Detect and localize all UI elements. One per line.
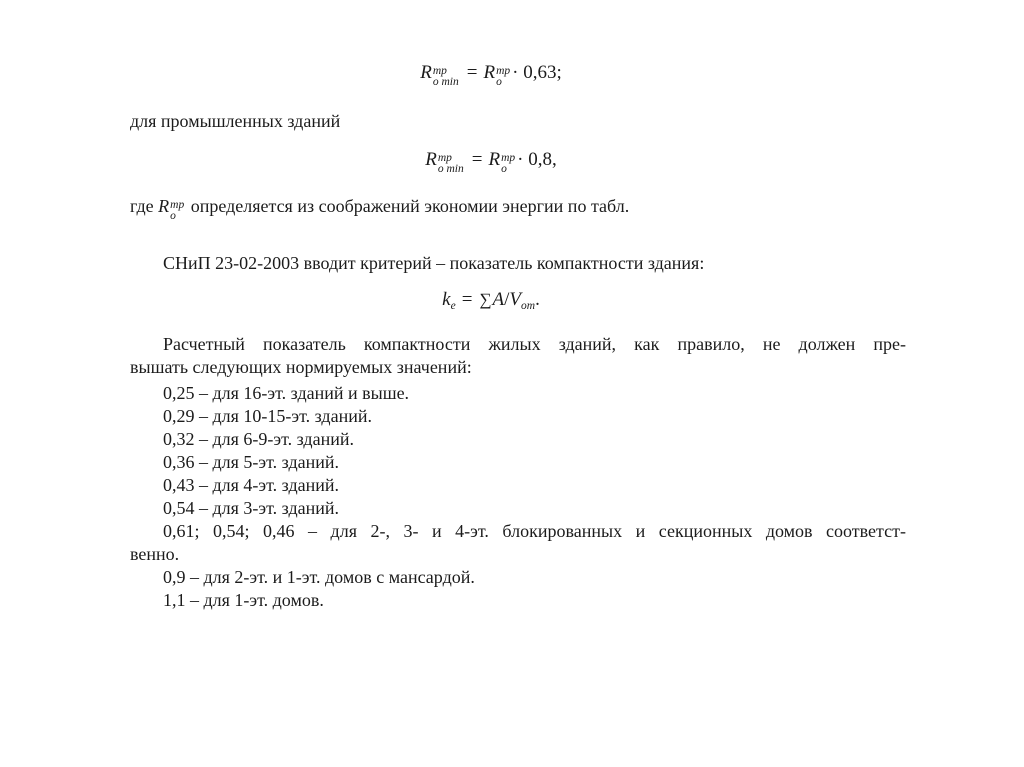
compactness-values-list [0, 382, 1024, 612]
formula-lhs-scripts [433, 66, 459, 88]
paragraph-calc-indicator-line1 [0, 333, 1024, 356]
formula-k-sub: е [450, 300, 456, 312]
list-item: 0,29 – для 10-15-эт. зданий. [163, 406, 372, 426]
formula-rhs-scripts [501, 153, 515, 175]
list-item-continuation: венно. [130, 544, 180, 564]
paragraph-where-definition [0, 195, 1024, 222]
paragraph-calc-indicator-line2 [0, 356, 1024, 379]
formula-lhs-sup: тр [432, 65, 447, 77]
list-item: 0,25 – для 16-эт. зданий и выше. [163, 383, 410, 403]
formula-rhs-sub: o [496, 76, 502, 88]
formula-area: A [492, 289, 505, 310]
equals-sign: = [466, 62, 478, 83]
formula-rhs-sup: тр [496, 65, 511, 77]
formula-lhs-scripts [438, 153, 464, 175]
sum-symbol: ∑ [479, 290, 492, 309]
formula-rhs-scripts [496, 66, 510, 88]
inline-formula-sup: тр [170, 199, 185, 211]
formula-r-required-063 [0, 0, 1024, 88]
paragraph-snip-criterion [0, 252, 1024, 275]
paragraph-text: вышать следующих нормируемых значений: [130, 357, 472, 377]
paragraph-text: СНиП 23-02-2003 вводит критерий – показатель компактности здания: [163, 253, 705, 273]
equals-sign: = [471, 149, 483, 170]
formula-lhs-base: R [420, 62, 432, 83]
list-item: 0,54 – для 3-эт. зданий. [163, 498, 339, 518]
formula-lhs-sup: тр [437, 152, 452, 164]
formula-end: . [535, 289, 540, 310]
formula-volume: V [509, 289, 522, 310]
paragraph-industrial-buildings [0, 110, 1024, 133]
formula-compactness-coefficient [0, 287, 1024, 313]
list-item: 0,61; 0,54; 0,46 – для 2-, 3- и 4-эт. блокированных и секционных домов соответст- [163, 521, 906, 541]
formula-k: k [442, 289, 451, 310]
formula-rhs-sub: o [501, 163, 507, 175]
paragraph-text: Расчетный показатель компактности жилых зданий, как правило, не должен пре- [163, 334, 906, 354]
list-item: 0,32 – для 6-9-эт. зданий. [163, 429, 354, 449]
inline-formula-base: R [158, 196, 170, 216]
paragraph-text: для промышленных зданий [130, 111, 341, 131]
inline-formula-scripts [170, 200, 184, 222]
list-item: 0,43 – для 4-эт. зданий. [163, 475, 339, 495]
list-item: 0,9 – для 2-эт. и 1-эт. домов с мансардой. [163, 567, 475, 587]
formula-volume-sub: от [521, 300, 536, 312]
formula-rhs-base: R [483, 62, 496, 83]
slash: / [504, 289, 510, 310]
list-item: 1,1 – для 1-эт. домов. [163, 590, 324, 610]
formula-tail: · 0,63; [512, 62, 562, 83]
formula-lhs-base: R [425, 149, 437, 170]
formula-lhs-sub: o min [432, 76, 459, 88]
equals-sign: = [461, 289, 473, 310]
where-rest: определяется из соображений экономии энергии по табл. [190, 196, 630, 216]
formula-r-required-08 [0, 147, 1024, 175]
formula-tail: · 0,8, [517, 149, 557, 170]
list-item: 0,36 – для 5-эт. зданий. [163, 452, 339, 472]
formula-rhs-sup: тр [501, 152, 516, 164]
where-prefix: где [130, 196, 154, 216]
formula-lhs-sub: o min [437, 163, 464, 175]
inline-formula-sub: o [170, 210, 176, 222]
formula-rhs-base: R [488, 149, 501, 170]
